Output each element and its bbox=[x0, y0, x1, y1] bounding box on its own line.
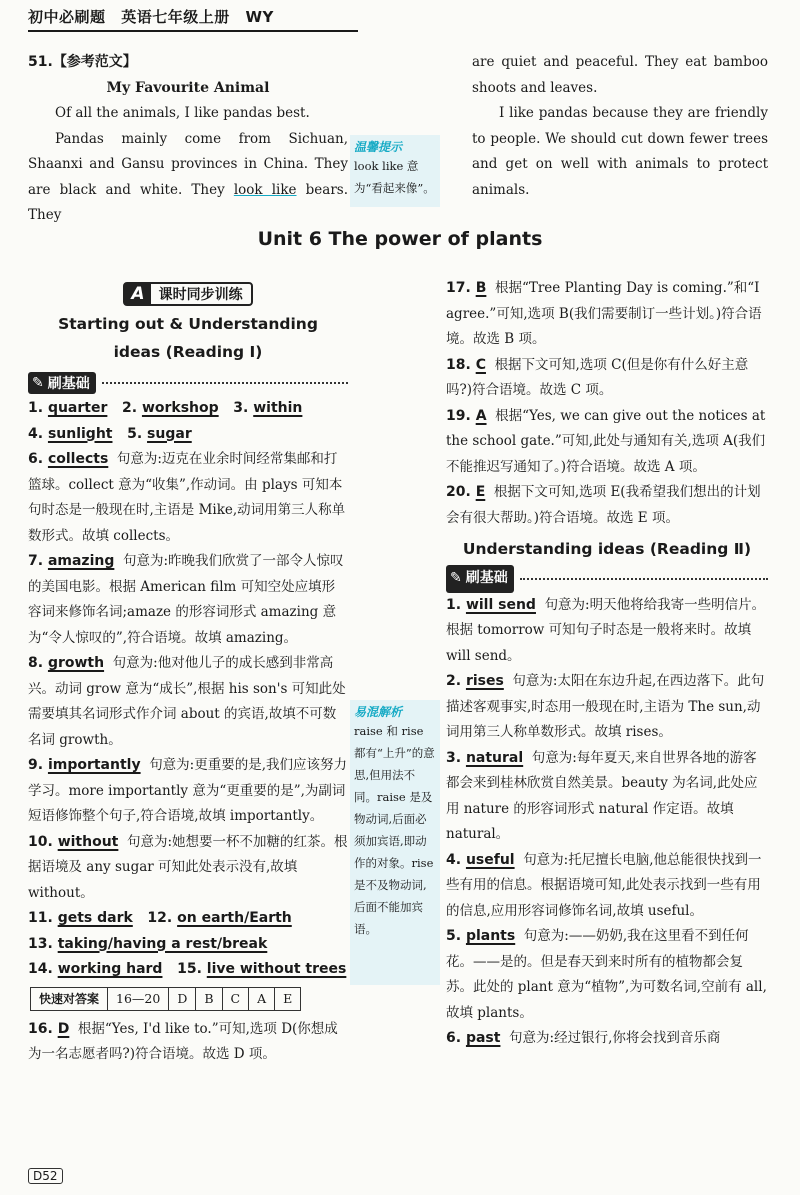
lesson-badge bbox=[123, 282, 252, 306]
brush-icon: ✎ bbox=[32, 375, 44, 391]
edition: WY bbox=[245, 8, 274, 26]
tip-text: look like 意为“看起来像”。 bbox=[354, 159, 435, 195]
unit-title: Unit 6 The power of plants bbox=[257, 228, 543, 250]
essay-p3: I like pandas because they are friendly to people. We should cut down fewer trees and get on well with animals to protect animals. bbox=[472, 105, 768, 198]
tip-box bbox=[350, 135, 440, 207]
answer-line-1: 1. quarter 2. workshop 3. within bbox=[28, 400, 303, 416]
item-20: 20. E 根据下文可知,选项 E(我希望我们想出的计划会有很大帮助。)符合语境。故选 E 项。 bbox=[446, 484, 761, 526]
reading2-item-2: 2. rises 句意为:太阳在东边升起,在西边落下。此句描述客观事实,时态用一般现在时,主语为 The sun,动词用第三人称单数形式。故填 rises。 bbox=[446, 673, 765, 740]
item-11-12: 11. gets dark 12. on earth/Earth bbox=[28, 910, 292, 926]
tip-title: 温馨提示 bbox=[354, 140, 403, 154]
item-13: 13. taking/having a rest/break bbox=[28, 935, 268, 952]
item-16: 16. D 根据“Yes, I'd like to.”可知,选项 D(你想成为一名志愿者吗?)符合语境。故选 D 项。 bbox=[28, 1020, 338, 1062]
reading2-item-5: 5. plants 句意为:——奶奶,我在这里看不到任何花。——是的。但是春天到来时所有的植物都会复苏。此处的 plant 意为“植物”,为可数名词,空前有 all,故填 plants。 bbox=[446, 928, 767, 1021]
lesson2-title: Understanding ideas (Reading Ⅱ) bbox=[462, 540, 752, 558]
confusion-tip-box bbox=[350, 700, 440, 985]
item-8: 8. growth 句意为:他对他儿子的成长感到非常高兴。动词 grow 意为“成长”,根据 his son's 可知此处需要填其名词形式作介词 about 的宾语,故填不可数名词 growth。 bbox=[28, 655, 346, 748]
essay-title: My Favourite Animal bbox=[106, 79, 270, 96]
page-number: D52 bbox=[28, 1168, 63, 1184]
subject-name: 英语七年级上册 bbox=[121, 8, 230, 26]
essay-left bbox=[28, 50, 348, 229]
item-9: 9. importantly 句意为:更重要的是,我们应该努力学习。more importantly 意为“更重要的是”,为副词短语修饰整个句子,符合语境,故填 importantly。 bbox=[28, 757, 348, 824]
item-17: 17. B 根据“Tree Planting Day is coming.”和“I agree.”可知,选项 B(我们需要制订一些计划。)符合语境。故选 B 项。 bbox=[446, 280, 762, 347]
essay-number: 51. bbox=[28, 54, 53, 70]
lesson1-title: Starting out & Understanding ideas (Reading Ⅰ) bbox=[58, 315, 318, 361]
left-column bbox=[28, 282, 348, 1068]
reading2-item-4: 4. useful 句意为:托尼擅长电脑,他总能很快找到一些有用的信息。根据语境可知,此处表示找到一些有用的信息,应用形容词修饰名词,故填 useful。 bbox=[446, 851, 762, 919]
item-14-15: 14. working hard 15. live without trees bbox=[28, 961, 347, 977]
essay-keyword: look like bbox=[233, 181, 297, 198]
item-18: 18. C 根据下文可知,选项 C(但是你有什么好主意吗?)符合语境。故选 C 项。 bbox=[446, 356, 749, 398]
item-10: 10. without 句意为:她想要一杯不加糖的红茶。根据语境及 any sugar 可知此处表示没有,故填 without。 bbox=[28, 833, 348, 901]
answer-line-2: 4. sunlight 5. sugar bbox=[28, 425, 192, 442]
badge-letter: A bbox=[125, 284, 150, 304]
essay-tag: 【参考范文】 bbox=[52, 54, 137, 70]
right-column bbox=[446, 276, 768, 1052]
essay-p2-cont: are quiet and peaceful. They eat bamboo shoots and leaves. bbox=[472, 54, 768, 96]
page-header bbox=[28, 6, 284, 27]
reading2-item-6: 6. past 句意为:经过银行,你将会找到音乐商 bbox=[446, 1030, 721, 1046]
item-7: 7. amazing 句意为:昨晚我们欣赏了一部令人惊叹的美国电影。根据 American film 可知空处应填形容词来修饰名词;amaze 的形容词形式 amazing 意为“令人惊叹的”,符合语境。故填 amazing。 bbox=[28, 553, 344, 646]
essay-p1: Of all the animals, I like pandas best. bbox=[55, 105, 310, 121]
section-tag-basic: ✎ 刷基础 bbox=[28, 372, 348, 394]
item-19: 19. A 根据“Yes, we can give out the notices at the school gate.”可知,此处与通知有关,选项 A(我们不能推迟写通知了。)符合语境。故选 A 项。 bbox=[446, 407, 766, 475]
confusion-tip-text: raise 和 rise 都有“上升”的意思,但用法不同。raise 是及物动词,后面必须加宾语,即动作的对象。rise 是不及物动词,后面不能加宾语。 bbox=[354, 724, 435, 936]
badge-text: 课时同步训练 bbox=[158, 287, 243, 303]
reading2-item-3: 3. natural 句意为:每年夏天,来自世界各地的游客都会来到桂林欣赏自然美景。beauty 为名词,此处应用 nature 的形容词形式 natural 作定语。故填 natural。 bbox=[446, 749, 758, 842]
brush-icon: ✎ bbox=[450, 570, 462, 586]
confusion-tip-title: 易混解析 bbox=[354, 705, 403, 719]
essay-right bbox=[472, 50, 768, 203]
reading2-item-1: 1. will send 句意为:明天他将给我寄一些明信片。根据 tomorrow 可知句子时态是一般将来时。故填 will send。 bbox=[446, 596, 766, 664]
header-rule bbox=[28, 30, 358, 32]
essay-p2: Pandas mainly come from Sichuan, Shaanxi and Gansu provinces in China. They are black and white. They look like bears. They bbox=[28, 130, 348, 223]
item-6: 6. collects 句意为:迈克在业余时间经常集邮和打篮球。collect 意为“收集”,作动词。由 plays 可知本句时态是一般现在时,主语是 Mike,动词用第三人称单数形式。故填 collects。 bbox=[28, 451, 346, 544]
quick-answer-table: 快速对答案 16—20 D B C A E bbox=[30, 987, 301, 1011]
book-name: 初中必刷题 bbox=[28, 8, 106, 26]
section-tag-basic-2: ✎ 刷基础 bbox=[446, 565, 768, 593]
